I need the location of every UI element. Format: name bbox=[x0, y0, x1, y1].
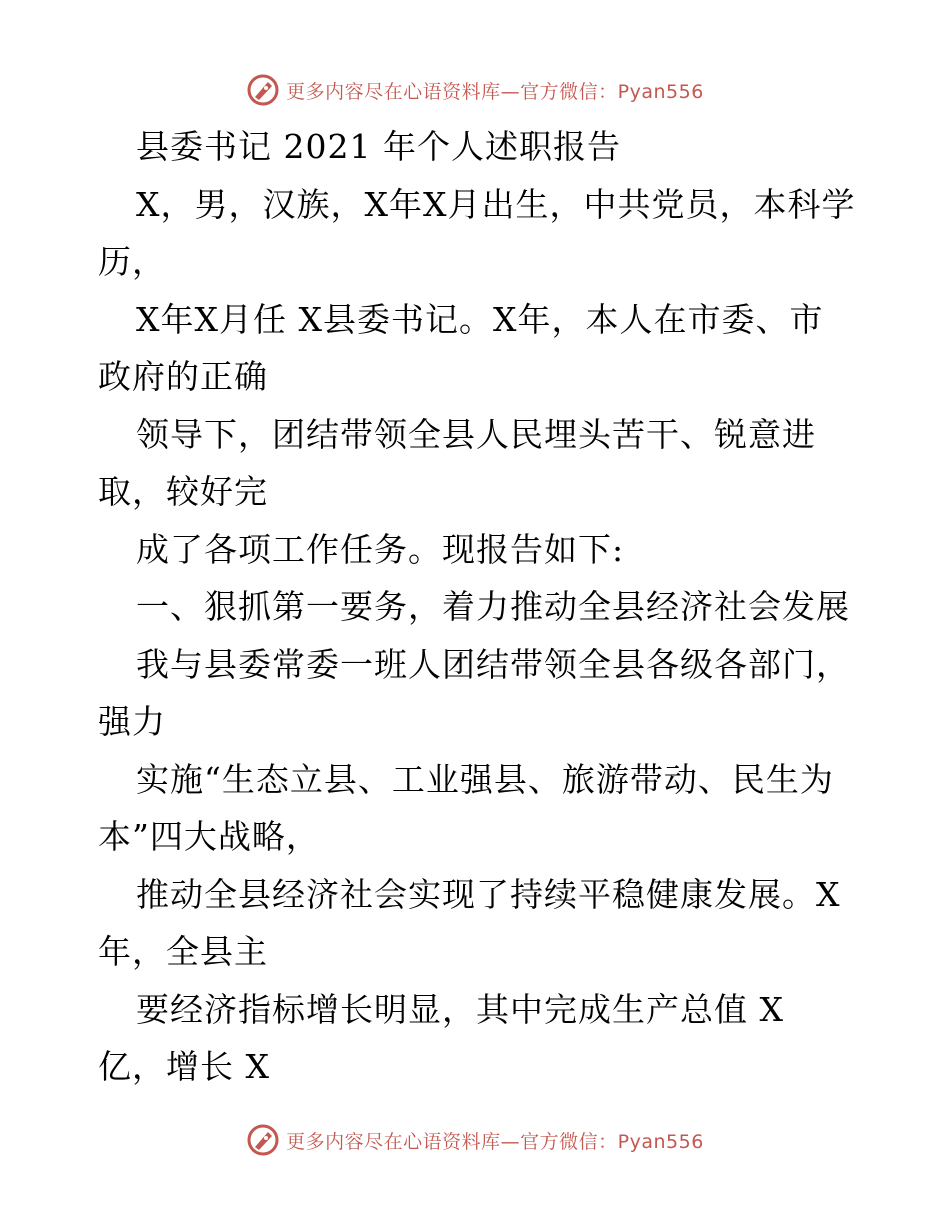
document-line: X，男，汉族，X年X月出生，中共党员，本科学 bbox=[136, 184, 856, 224]
document-line: 本”四大战略， bbox=[98, 817, 320, 856]
document-line: 要经济指标增长明显，其中完成生产总值 X bbox=[136, 989, 784, 1029]
document-line: 历， bbox=[98, 242, 166, 281]
footer-watermark-text: 更多内容尽在心语资料库—官方微信：Pyan556 bbox=[286, 1130, 704, 1153]
document-body bbox=[98, 118, 858, 1096]
document-line: 推动全县经济社会实现了持续平稳健康发展。X bbox=[136, 874, 841, 914]
footer-watermark-banner bbox=[0, 1120, 950, 1160]
document-line: 年，全县主 bbox=[98, 932, 268, 971]
pen-nib-logo-icon bbox=[246, 1123, 280, 1157]
document-line: 我与县委常委一班人团结带领全县各级各部门， bbox=[136, 644, 850, 684]
document-line: 政府的正确 bbox=[98, 357, 268, 396]
pen-nib-logo-icon bbox=[246, 73, 280, 107]
document-line: 领导下，团结带领全县人民埋头苦干、锐意进 bbox=[136, 414, 816, 454]
document-line: 实施“生态立县、工业强县、旅游带动、民生为 bbox=[136, 759, 834, 799]
document-line: 取，较好完 bbox=[98, 472, 268, 511]
header-watermark-text: 更多内容尽在心语资料库—官方微信：Pyan556 bbox=[286, 80, 704, 103]
document-line: 亿，增长 X bbox=[98, 1047, 270, 1086]
header-watermark-banner bbox=[0, 70, 950, 110]
document-line: 县委书记 2021 年个人述职报告 bbox=[136, 127, 621, 166]
document-line: 成了各项工作任务。现报告如下: bbox=[136, 529, 625, 569]
document-line: 强力 bbox=[98, 702, 166, 741]
document-line: 一、狠抓第一要务，着力推动全县经济社会发展 bbox=[136, 587, 850, 626]
document-line: X年X月任 X县委书记。X年，本人在市委、市 bbox=[136, 299, 824, 339]
